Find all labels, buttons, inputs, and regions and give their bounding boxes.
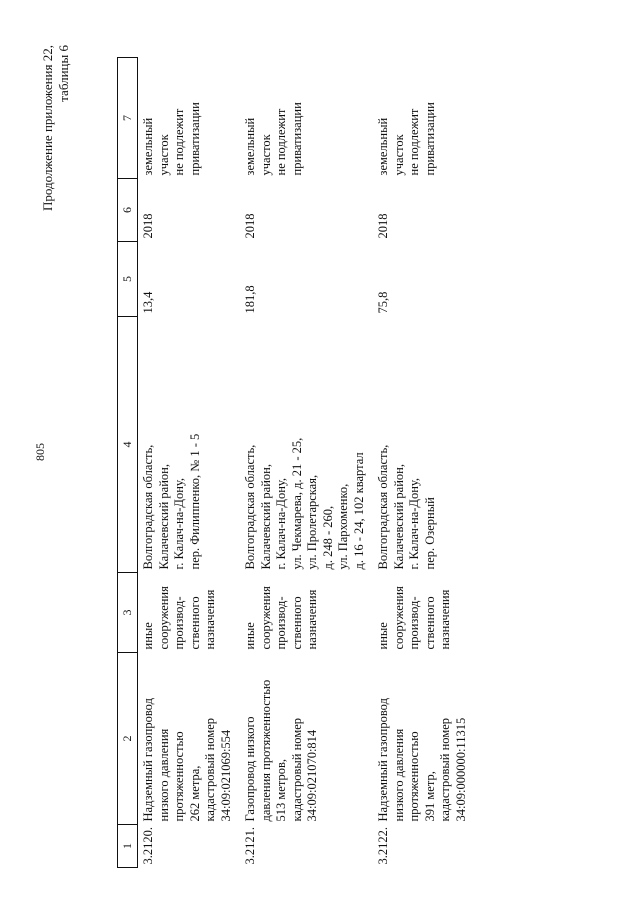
object-address: Волгоградская область, Калачевский район, г. Калач-на-Дону, ул. Чекмарева, д. 21 - 25, ул. Пролетарская, д. 248 - 260, ул. Пархоменко, д. 16 - 24, 102 квартал [243, 437, 366, 570]
table-row [240, 58, 373, 868]
object-address: Волгоградская область, Калачевский район, г. Калач-на-Дону, пер. Филиппенко, № 1 - 5 [141, 433, 202, 570]
col-header-4: 4 [118, 317, 138, 573]
object-value: 13,4 [141, 291, 155, 314]
row-number: 3.2122. [376, 827, 390, 865]
row-number: 3.2121. [243, 827, 257, 865]
page-number: 805 [33, 443, 47, 461]
column-number-row [118, 58, 138, 868]
table-row [373, 58, 475, 868]
object-note: земельный участок не подлежит приватизации [141, 102, 202, 176]
object-note: земельный участок не подлежит приватизации [243, 102, 304, 176]
object-type: иные сооружения производ- ственного назначения [376, 586, 452, 650]
object-address: Волгоградская область, Калачевский район, г. Калач-на-Дону, пер. Озерный [376, 444, 437, 570]
table-row [138, 58, 241, 868]
col-header-2: 2 [118, 653, 138, 825]
col-header-1: 1 [118, 825, 138, 868]
object-note: земельный участок не подлежит приватизации [376, 102, 437, 176]
col-header-7: 7 [118, 58, 138, 179]
col-header-3: 3 [118, 573, 138, 653]
object-year: 2018 [376, 213, 390, 239]
object-type: иные сооружения производ- ственного назначения [243, 586, 319, 650]
row-number: 3.2120. [141, 827, 155, 865]
col-header-5: 5 [118, 242, 138, 317]
object-value: 181,8 [243, 285, 257, 314]
object-name: Газопровод низкого давления протяженностью 513 метров, кадастровый номер 34:09:021070:814 [243, 679, 319, 822]
continuation-note: Продолжение приложения 22, таблицы 6 [40, 45, 71, 212]
object-name: Надземный газопровод низкого давления протяженностью 262 метра, кадастровый номер 34:09:021069:554 [141, 698, 233, 822]
property-table [117, 57, 475, 868]
object-type: иные сооружения производ- ственного назначения [141, 586, 217, 650]
object-year: 2018 [243, 213, 257, 239]
object-year: 2018 [141, 213, 155, 239]
col-header-6: 6 [118, 179, 138, 242]
object-name: Надземный газопровод низкого давления протяженностью 391 метр, кадастровый номер 34:09:000000:11315 [376, 698, 468, 822]
object-value: 75,8 [376, 291, 390, 314]
